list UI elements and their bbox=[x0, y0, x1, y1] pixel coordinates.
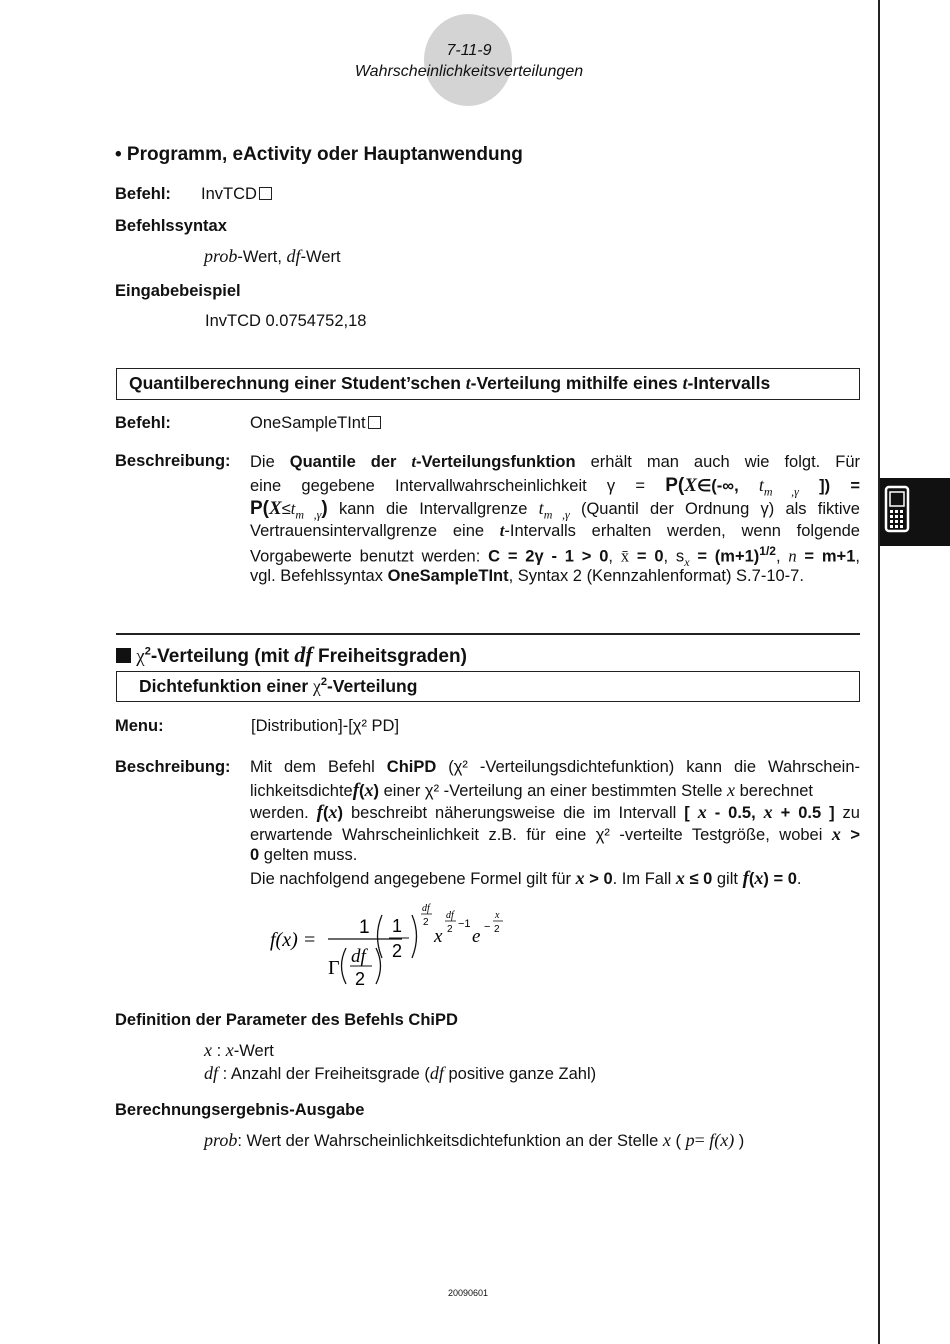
syntax-value: prob-Wert, df-Wert bbox=[204, 246, 341, 266]
svg-text:1: 1 bbox=[392, 916, 403, 936]
desc-line: $P(X\le t_{m ,\gamma})$ kann die Intervallgrenze $t_{m ,\gamma}$ (Quantil der Ordnung γ) als fiktive bbox=[250, 498, 860, 522]
svg-text:2: 2 bbox=[392, 941, 403, 961]
svg-text:2: 2 bbox=[447, 924, 453, 935]
space-symbol bbox=[368, 416, 381, 429]
svg-text:f(x) =: f(x) = bbox=[270, 929, 317, 951]
result-title: Berechnungsergebnis-Ausgabe bbox=[115, 1101, 365, 1119]
svg-text:−1: −1 bbox=[458, 918, 471, 930]
description-block bbox=[250, 452, 860, 590]
desc-line: Vorgabewerte benutzt werden: C = 2γ - 1 > 0, x̄ = 0, $s_x = (m+1)^{1/2}$, n = m+1, bbox=[250, 544, 860, 569]
svg-text:df: df bbox=[422, 903, 430, 914]
result-description: prob: Wert der Wahrscheinlichkeitsdichtefunktion an der Stelle x ( p= f(x) ) bbox=[204, 1130, 745, 1150]
footer-date: 20090601 bbox=[447, 1288, 489, 1298]
befehl-label-2: Befehl: bbox=[115, 414, 171, 432]
subheading-box: Dichtefunktion einer $\chi^2$-Verteilung bbox=[116, 671, 860, 702]
desc-line: lichkeitsdichtef(x) einer χ² -Verteilung an einer bestimmten Stelle x berechnet bbox=[250, 780, 814, 801]
menu-path: [Distribution]-[χ² PD] bbox=[251, 717, 400, 735]
beschreibung-label-2: Beschreibung: bbox=[115, 758, 231, 776]
example-label: Eingabebeispiel bbox=[115, 282, 241, 300]
margin-rule bbox=[878, 0, 880, 1344]
beschreibung-label: Beschreibung: bbox=[115, 452, 231, 470]
chapter-title: Wahrscheinlichkeitsverteilungen bbox=[354, 63, 584, 80]
desc-line: Mit dem Befehl ChiPD (χ² -Verteilungsdichtefunktion) kann die Wahrschein- bbox=[250, 758, 860, 776]
description-block-2 bbox=[250, 758, 860, 890]
syntax-label: Befehlssyntax bbox=[115, 217, 227, 235]
svg-text:2: 2 bbox=[494, 924, 500, 935]
desc-line: eine gegebene Intervallwahrscheinlichkeit γ = P(X∈(-∞, $t_{m ,\gamma}$ ]) = bbox=[250, 475, 860, 499]
square-bullet-icon bbox=[116, 648, 131, 663]
chi-square-density-formula bbox=[262, 898, 522, 992]
desc-line: Die nachfolgend angegebene Formel gilt für x > 0. Im Fall x ≤ 0 gilt f(x) = 0. bbox=[250, 868, 802, 889]
desc-line: werden. f(x) beschreibt näherungsweise die im Intervall [ x - 0.5, x + 0.5 ] zu bbox=[250, 802, 860, 823]
desc-line: Die Quantile der t-Verteilungsfunktion erhält man auch wie folgt. Für bbox=[250, 452, 860, 471]
chapter-tab bbox=[880, 478, 950, 546]
svg-text:2: 2 bbox=[355, 969, 366, 989]
svg-text:df: df bbox=[351, 946, 366, 967]
befehl-label: Befehl: bbox=[115, 185, 171, 203]
parameter-df: df : Anzahl der Freiheitsgrade (df positive ganze Zahl) bbox=[204, 1063, 597, 1083]
befehl-value-2: OneSampleTInt bbox=[250, 414, 381, 433]
svg-text:x: x bbox=[495, 910, 500, 921]
space-symbol bbox=[259, 187, 272, 200]
desc-line: Vertrauensintervallgrenze eine t-Intervalls erhalten werden, wenn folgende bbox=[250, 521, 860, 540]
svg-text:2: 2 bbox=[423, 917, 429, 928]
svg-text:x: x bbox=[434, 926, 443, 947]
parameter-title: Definition der Parameter des Befehls ChiPD bbox=[115, 1011, 458, 1029]
parameter-x: x : x-Wert bbox=[204, 1040, 274, 1060]
svg-text:−: − bbox=[484, 921, 491, 933]
box-title: Quantilberechnung einer Student’schen t-Verteilung mithilfe eines t-Intervalls bbox=[116, 368, 860, 400]
desc-line: vgl. Befehlssyntax OneSampleTInt, Syntax 2 (Kennzahlenformat) S.7-10-7. bbox=[250, 567, 804, 585]
section-title: • Programm, eActivity oder Hauptanwendung bbox=[115, 144, 523, 165]
svg-text:Γ: Γ bbox=[328, 957, 340, 979]
befehl-value: InvTCD bbox=[201, 185, 272, 204]
svg-text:df: df bbox=[446, 910, 454, 921]
svg-text:e: e bbox=[472, 926, 481, 947]
page-number-circle bbox=[424, 14, 512, 106]
page-number: 7-11-9 bbox=[446, 42, 492, 59]
calculator-icon bbox=[880, 478, 950, 546]
desc-line: 0 gelten muss. bbox=[250, 846, 358, 864]
menu-label: Menu: bbox=[115, 717, 164, 735]
desc-line: erwartende Wahrscheinlichkeit z.B. für eine χ² -verteilte Testgröße, wobei x > bbox=[250, 824, 860, 844]
example-value: InvTCD 0.0754752,18 bbox=[205, 312, 367, 330]
svg-text:1: 1 bbox=[359, 917, 370, 938]
section-rule bbox=[116, 633, 860, 635]
section-heading: $\chi^2$-Verteilung (mit df Freiheitsgraden) bbox=[116, 642, 467, 668]
